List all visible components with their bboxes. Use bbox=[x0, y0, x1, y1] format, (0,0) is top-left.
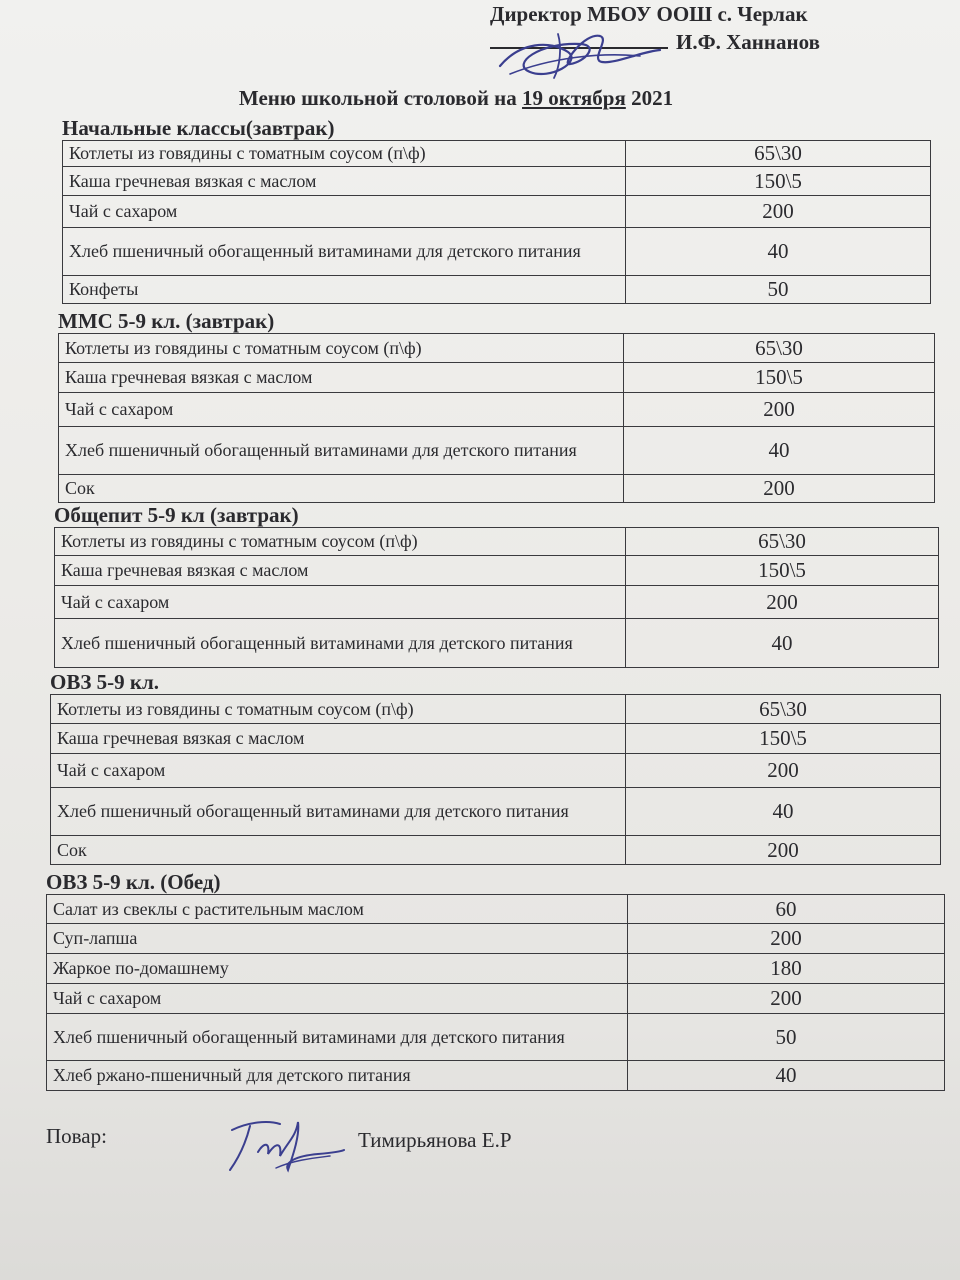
menu-table bbox=[50, 694, 941, 865]
dish-name: Жаркое по-домашнему bbox=[47, 954, 628, 984]
dish-name: Хлеб ржано-пшеничный для детского питания bbox=[47, 1061, 628, 1091]
section-title: ОВЗ 5-9 кл. (Обед) bbox=[46, 870, 221, 894]
section-title: Общепит 5-9 кл (завтрак) bbox=[54, 503, 299, 527]
dish-name: Чай с сахаром bbox=[55, 586, 626, 619]
table-row bbox=[59, 363, 935, 393]
dish-portion: 50 bbox=[626, 276, 931, 304]
approval-block bbox=[490, 2, 910, 82]
table-row bbox=[59, 475, 935, 503]
table-row bbox=[47, 984, 945, 1014]
menu-section bbox=[50, 670, 941, 865]
dish-name: Чай с сахаром bbox=[47, 984, 628, 1014]
table-row bbox=[59, 334, 935, 363]
dish-name: Конфеты bbox=[63, 276, 626, 304]
dish-name: Суп-лапша bbox=[47, 924, 628, 954]
dish-portion: 40 bbox=[626, 228, 931, 276]
menu-section bbox=[58, 309, 935, 503]
dish-name: Котлеты из говядины с томатным соусом (п\ф) bbox=[63, 141, 626, 167]
dish-portion: 65\30 bbox=[626, 528, 939, 556]
dish-portion: 65\30 bbox=[624, 334, 935, 363]
dish-name: Чай с сахаром bbox=[59, 393, 624, 427]
dish-name: Каша гречневая вязкая с маслом bbox=[59, 363, 624, 393]
menu-section bbox=[54, 503, 939, 668]
dish-name: Салат из свеклы с растительным маслом bbox=[47, 895, 628, 924]
dish-portion: 200 bbox=[626, 196, 931, 228]
dish-portion: 60 bbox=[628, 895, 945, 924]
menu-section bbox=[62, 116, 931, 304]
table-row bbox=[55, 586, 939, 619]
cook-signature-icon bbox=[218, 1112, 348, 1178]
table-row bbox=[59, 427, 935, 475]
table-row bbox=[63, 276, 931, 304]
dish-portion: 200 bbox=[626, 754, 941, 788]
dish-portion: 200 bbox=[628, 924, 945, 954]
dish-portion: 40 bbox=[626, 788, 941, 836]
dish-portion: 150\5 bbox=[626, 167, 931, 196]
dish-portion: 150\5 bbox=[626, 556, 939, 586]
dish-name: Сок bbox=[59, 475, 624, 503]
dish-name: Каша гречневая вязкая с маслом bbox=[55, 556, 626, 586]
section-title: ММС 5-9 кл. (завтрак) bbox=[58, 309, 275, 333]
dish-portion: 40 bbox=[624, 427, 935, 475]
dish-portion: 65\30 bbox=[626, 695, 941, 724]
table-row bbox=[63, 196, 931, 228]
dish-name: Чай с сахаром bbox=[63, 196, 626, 228]
dish-portion: 200 bbox=[624, 475, 935, 503]
dish-portion: 65\30 bbox=[626, 141, 931, 167]
director-name: И.Ф. Ханнанов bbox=[676, 30, 820, 54]
table-row bbox=[63, 167, 931, 196]
menu-table bbox=[62, 140, 931, 304]
dish-portion: 200 bbox=[626, 586, 939, 619]
table-row bbox=[47, 924, 945, 954]
director-signature-icon bbox=[490, 22, 680, 84]
menu-section bbox=[46, 870, 945, 1091]
dish-name: Котлеты из говядины с томатным соусом (п\ф) bbox=[51, 695, 626, 724]
dish-name: Каша гречневая вязкая с маслом bbox=[51, 724, 626, 754]
page-title: Меню школьной столовой на 19 октября 2021 bbox=[238, 86, 674, 110]
menu-table bbox=[54, 527, 939, 668]
dish-name: Хлеб пшеничный обогащенный витаминами для детского питания bbox=[55, 619, 626, 668]
menu-table bbox=[58, 333, 935, 503]
dish-portion: 50 bbox=[628, 1014, 945, 1061]
dish-portion: 150\5 bbox=[624, 363, 935, 393]
dish-name: Чай с сахаром bbox=[51, 754, 626, 788]
dish-portion: 200 bbox=[626, 836, 941, 865]
table-row bbox=[51, 724, 941, 754]
table-row bbox=[51, 754, 941, 788]
dish-name: Котлеты из говядины с томатным соусом (п\ф) bbox=[55, 528, 626, 556]
section-title: ОВЗ 5-9 кл. bbox=[50, 670, 160, 694]
table-row bbox=[55, 556, 939, 586]
cook-label: Повар: bbox=[46, 1124, 107, 1148]
dish-name: Каша гречневая вязкая с маслом bbox=[63, 167, 626, 196]
dish-portion: 180 bbox=[628, 954, 945, 984]
director-title: Директор МБОУ ООШ с. Черлак bbox=[490, 2, 808, 26]
table-row bbox=[47, 1061, 945, 1091]
dish-name: Хлеб пшеничный обогащенный витаминами для детского питания bbox=[51, 788, 626, 836]
dish-portion: 40 bbox=[626, 619, 939, 668]
menu-table bbox=[46, 894, 945, 1091]
section-title: Начальные классы(завтрак) bbox=[62, 116, 335, 140]
menu-date: 19 октября bbox=[522, 86, 626, 110]
table-row bbox=[51, 836, 941, 865]
table-row bbox=[51, 788, 941, 836]
dish-portion: 150\5 bbox=[626, 724, 941, 754]
table-row bbox=[63, 228, 931, 276]
cook-name: Тимирьянова Е.Р bbox=[358, 1128, 512, 1152]
table-row bbox=[47, 895, 945, 924]
dish-name: Хлеб пшеничный обогащенный витаминами для детского питания bbox=[47, 1014, 628, 1061]
table-row bbox=[51, 695, 941, 724]
dish-name: Хлеб пшеничный обогащенный витаминами для детского питания bbox=[63, 228, 626, 276]
dish-portion: 200 bbox=[624, 393, 935, 427]
dish-portion: 40 bbox=[628, 1061, 945, 1091]
dish-name: Хлеб пшеничный обогащенный витаминами для детского питания bbox=[59, 427, 624, 475]
table-row bbox=[63, 141, 931, 167]
dish-name: Сок bbox=[51, 836, 626, 865]
footer bbox=[46, 1120, 906, 1190]
table-row bbox=[59, 393, 935, 427]
table-row bbox=[55, 528, 939, 556]
dish-name: Котлеты из говядины с томатным соусом (п\ф) bbox=[59, 334, 624, 363]
table-row bbox=[47, 954, 945, 984]
dish-portion: 200 bbox=[628, 984, 945, 1014]
table-row bbox=[47, 1014, 945, 1061]
table-row bbox=[55, 619, 939, 668]
